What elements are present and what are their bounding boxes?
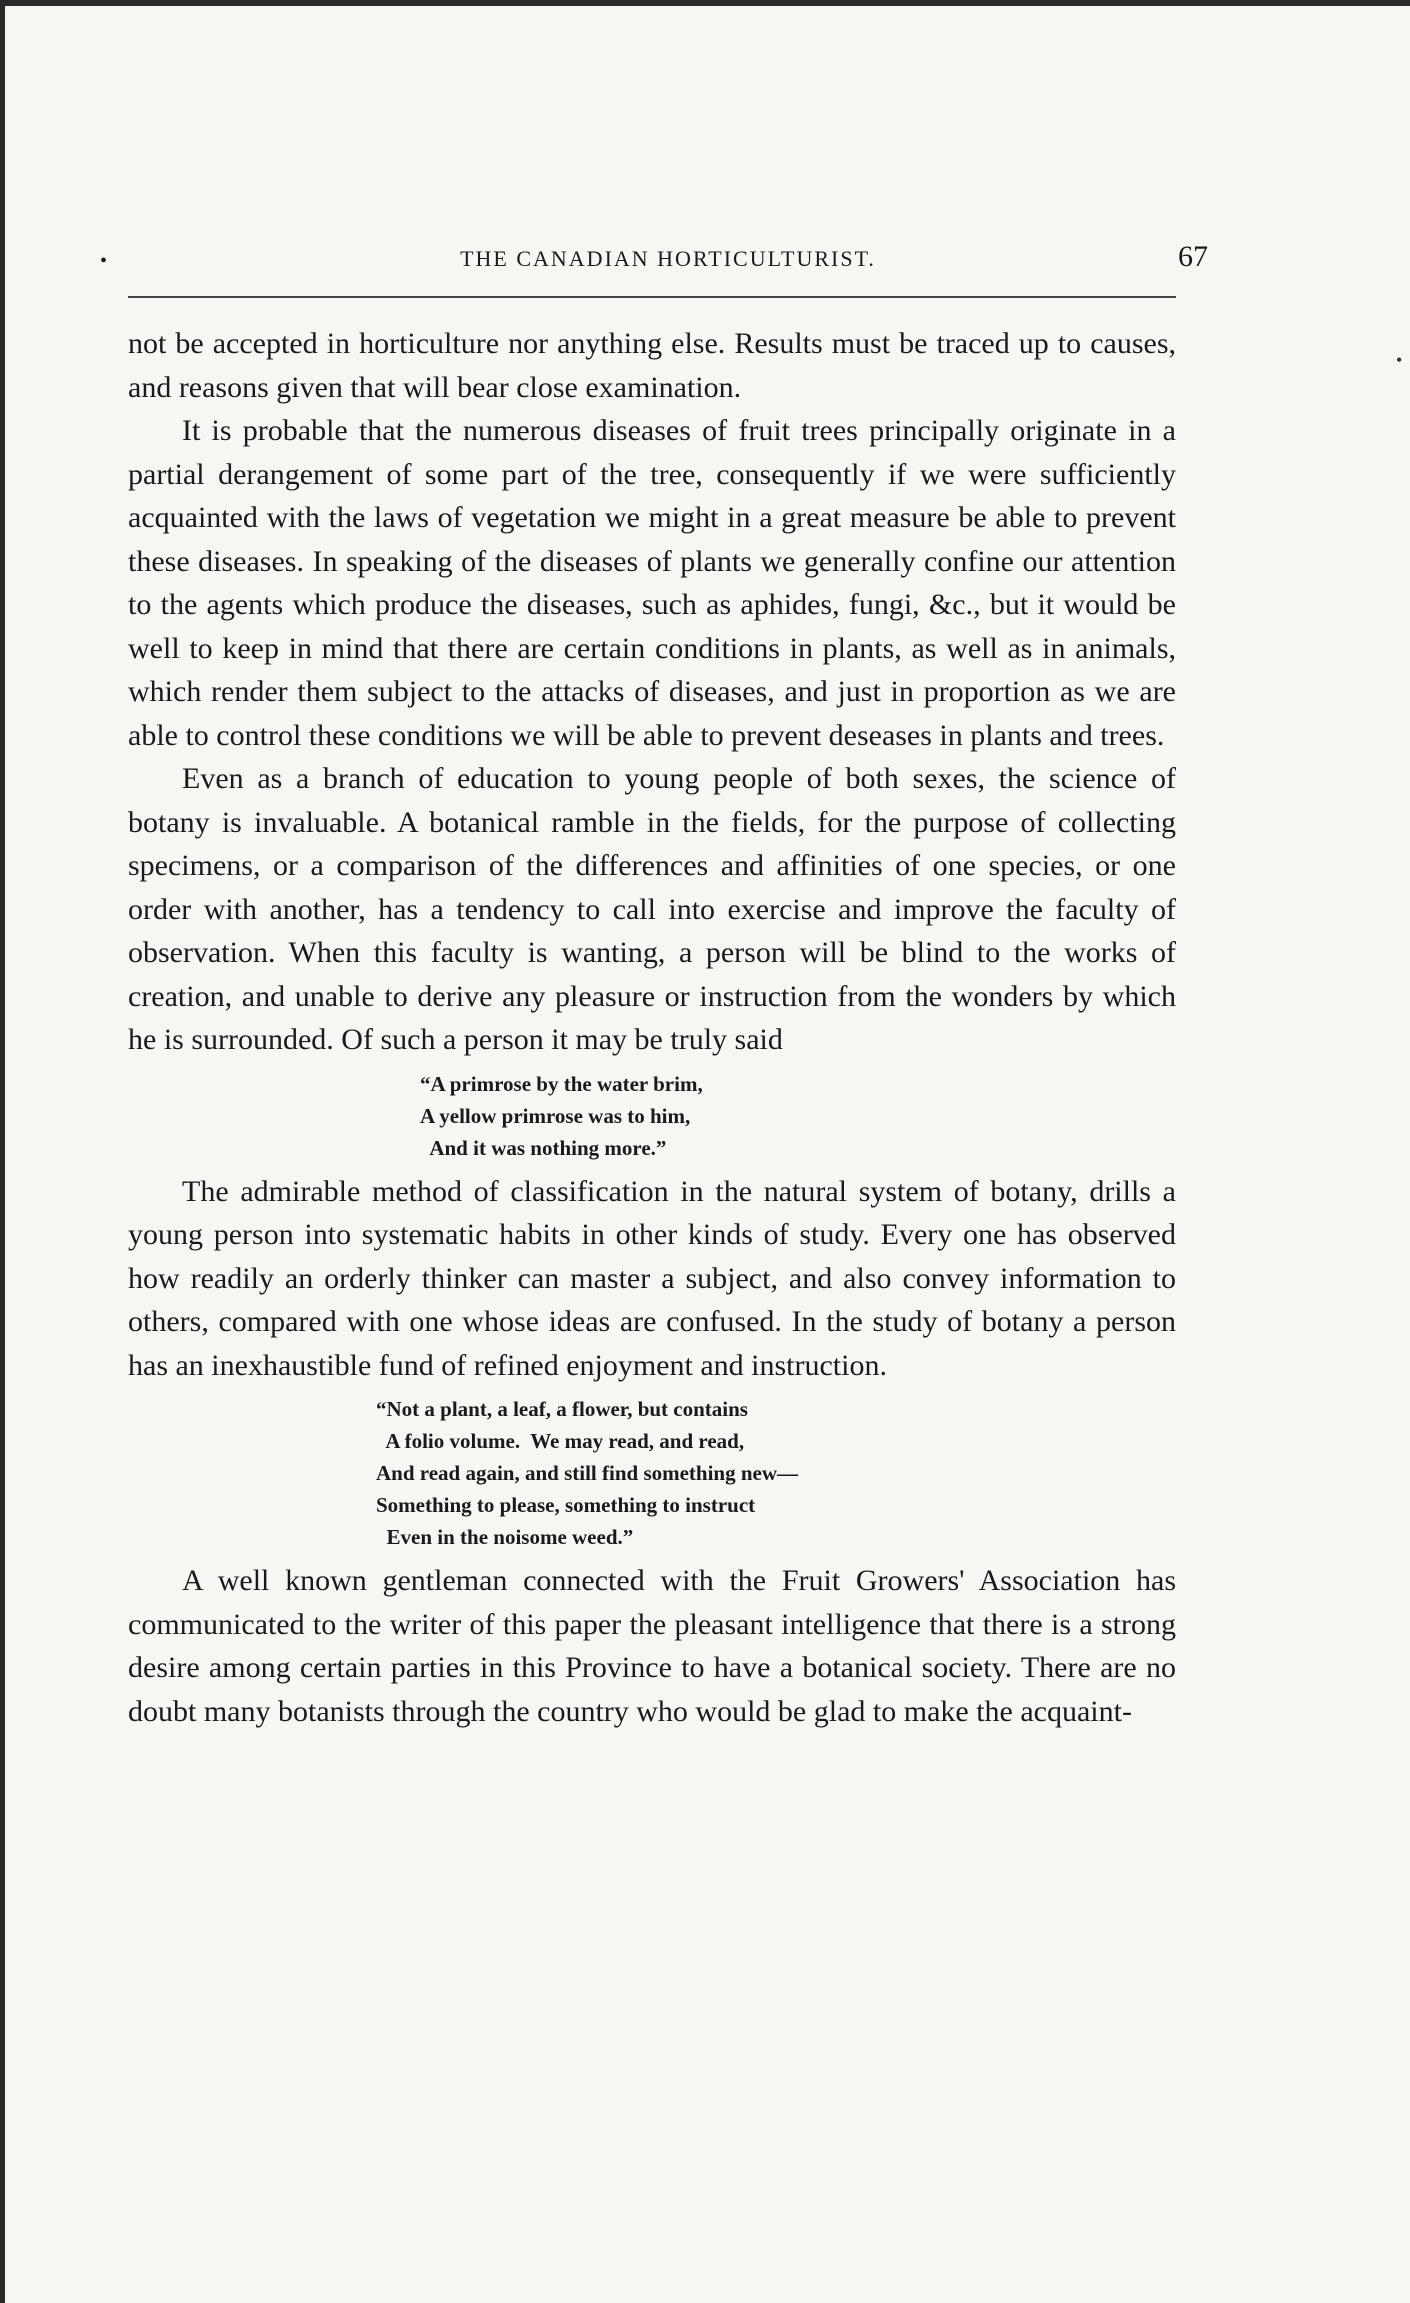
header-rule	[128, 296, 1176, 298]
page-body	[128, 322, 1176, 1733]
poem-line: A folio volume. We may read, and read,	[376, 1429, 745, 1453]
page-header	[100, 240, 1208, 274]
poem-quote-1	[128, 1068, 1176, 1164]
paragraph-4: The admirable method of classification in the natural system of botany, drills a young person into systematic habits in other kinds of study. Every one has observed how readily an orderly thinker can master a subject, and also convey information to others, compared with one whose ideas are confused. In the study of botany a person has an inexhaustible fund of refined enjoyment and instruction.	[128, 1174, 1176, 1382]
poem-line: “A primrose by the water brim,	[420, 1071, 703, 1096]
margin-mark: •	[1396, 350, 1403, 370]
poem-line: And it was nothing more.”	[420, 1135, 667, 1160]
page-number: 67	[1178, 240, 1208, 273]
scan-edge-top	[0, 0, 1410, 6]
poem-line: Something to please, something to instruct	[376, 1493, 756, 1517]
header-dot: •	[100, 250, 108, 272]
paragraph-2: It is probable that the numerous diseases of fruit trees principally originate in a partial derangement of some part of the tree, consequently if we were sufficiently acquainted with the laws of vegetation we might in a great measure be able to prevent these diseases. In speaking of the diseases of plants we generally confine our attention to the agents which produce the diseases, such as aphides, fungi, &c., but it would be well to keep in mind that there are certain conditions in plants, as well as in animals, which render them subject to the attacks of diseases, and just in proportion as we are able to control these conditions we will be able to prevent deseases in plants and trees.	[128, 414, 1176, 752]
poem-line: “Not a plant, a leaf, a flower, but contains	[376, 1397, 748, 1421]
paragraph-1: not be accepted in horticulture nor anything else. Results must be traced up to causes, and reasons given that will bear close examination.	[128, 327, 1176, 404]
paragraph-5: A well known gentleman connected with the Fruit Growers' Association has communicated to the writer of this paper the pleasant intelligence that there is a strong desire among certain parties in this Province to have a botanical society. There are no doubt many botanists through the country who would be glad to make the acquaint-	[128, 1564, 1176, 1728]
scan-edge-left	[0, 0, 5, 2303]
poem-line: And read again, and still find something new—	[376, 1461, 799, 1485]
running-title: THE CANADIAN HORTICULTURIST.	[460, 246, 876, 271]
poem-line: A yellow primrose was to him,	[420, 1103, 691, 1128]
poem-line: Even in the noisome weed.”	[376, 1525, 634, 1549]
paragraph-3: Even as a branch of education to young people of both sexes, the science of botany is invaluable. A botanical ramble in the fields, for the purpose of collecting specimens, or a comparison of the differences and affinities of one species, or one order with another, has a tendency to call into exercise and improve the faculty of observation. When this faculty is wanting, a person will be blind to the works of creation, and unable to derive any pleasure or instruction from the wonders by which he is surrounded. Of such a person it may be truly said	[128, 762, 1176, 1056]
poem-quote-2	[128, 1393, 1176, 1553]
